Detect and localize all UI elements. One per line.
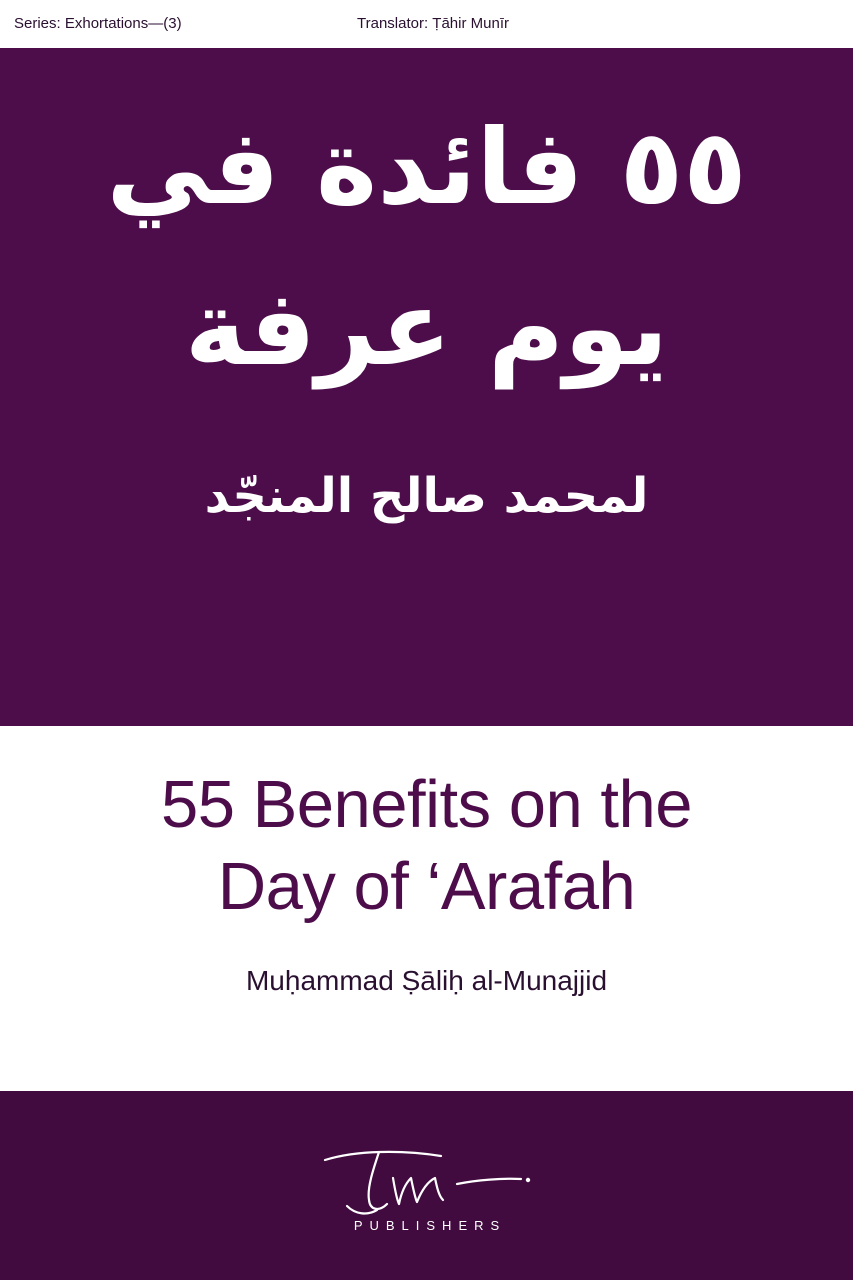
arabic-title-line-2: يوم عرفة (184, 266, 669, 389)
cover-meta-bar (0, 0, 853, 48)
arabic-title-panel (0, 48, 853, 726)
publisher-footer (0, 1091, 853, 1280)
tm-monogram-icon (307, 1144, 547, 1222)
english-title-line-2: Day of ‘Arafah (217, 848, 636, 924)
publisher-logo (307, 1144, 547, 1233)
english-title-line-1: 55 Benefits on the (160, 767, 693, 842)
arabic-title-line-1: ٥٥ فائدة في (106, 106, 747, 228)
english-author: Muḥammad Ṣāliḥ al-Munajjid (245, 965, 608, 997)
translator-label: Translator: Ṭāhir Munīr (357, 15, 509, 32)
arabic-author: لمحمد صالح المنجّد (204, 468, 649, 525)
english-title-panel (0, 726, 853, 1091)
series-label: Series: Exhortations—(3) (14, 15, 182, 32)
publisher-name: PUBLISHERS (353, 1218, 507, 1233)
